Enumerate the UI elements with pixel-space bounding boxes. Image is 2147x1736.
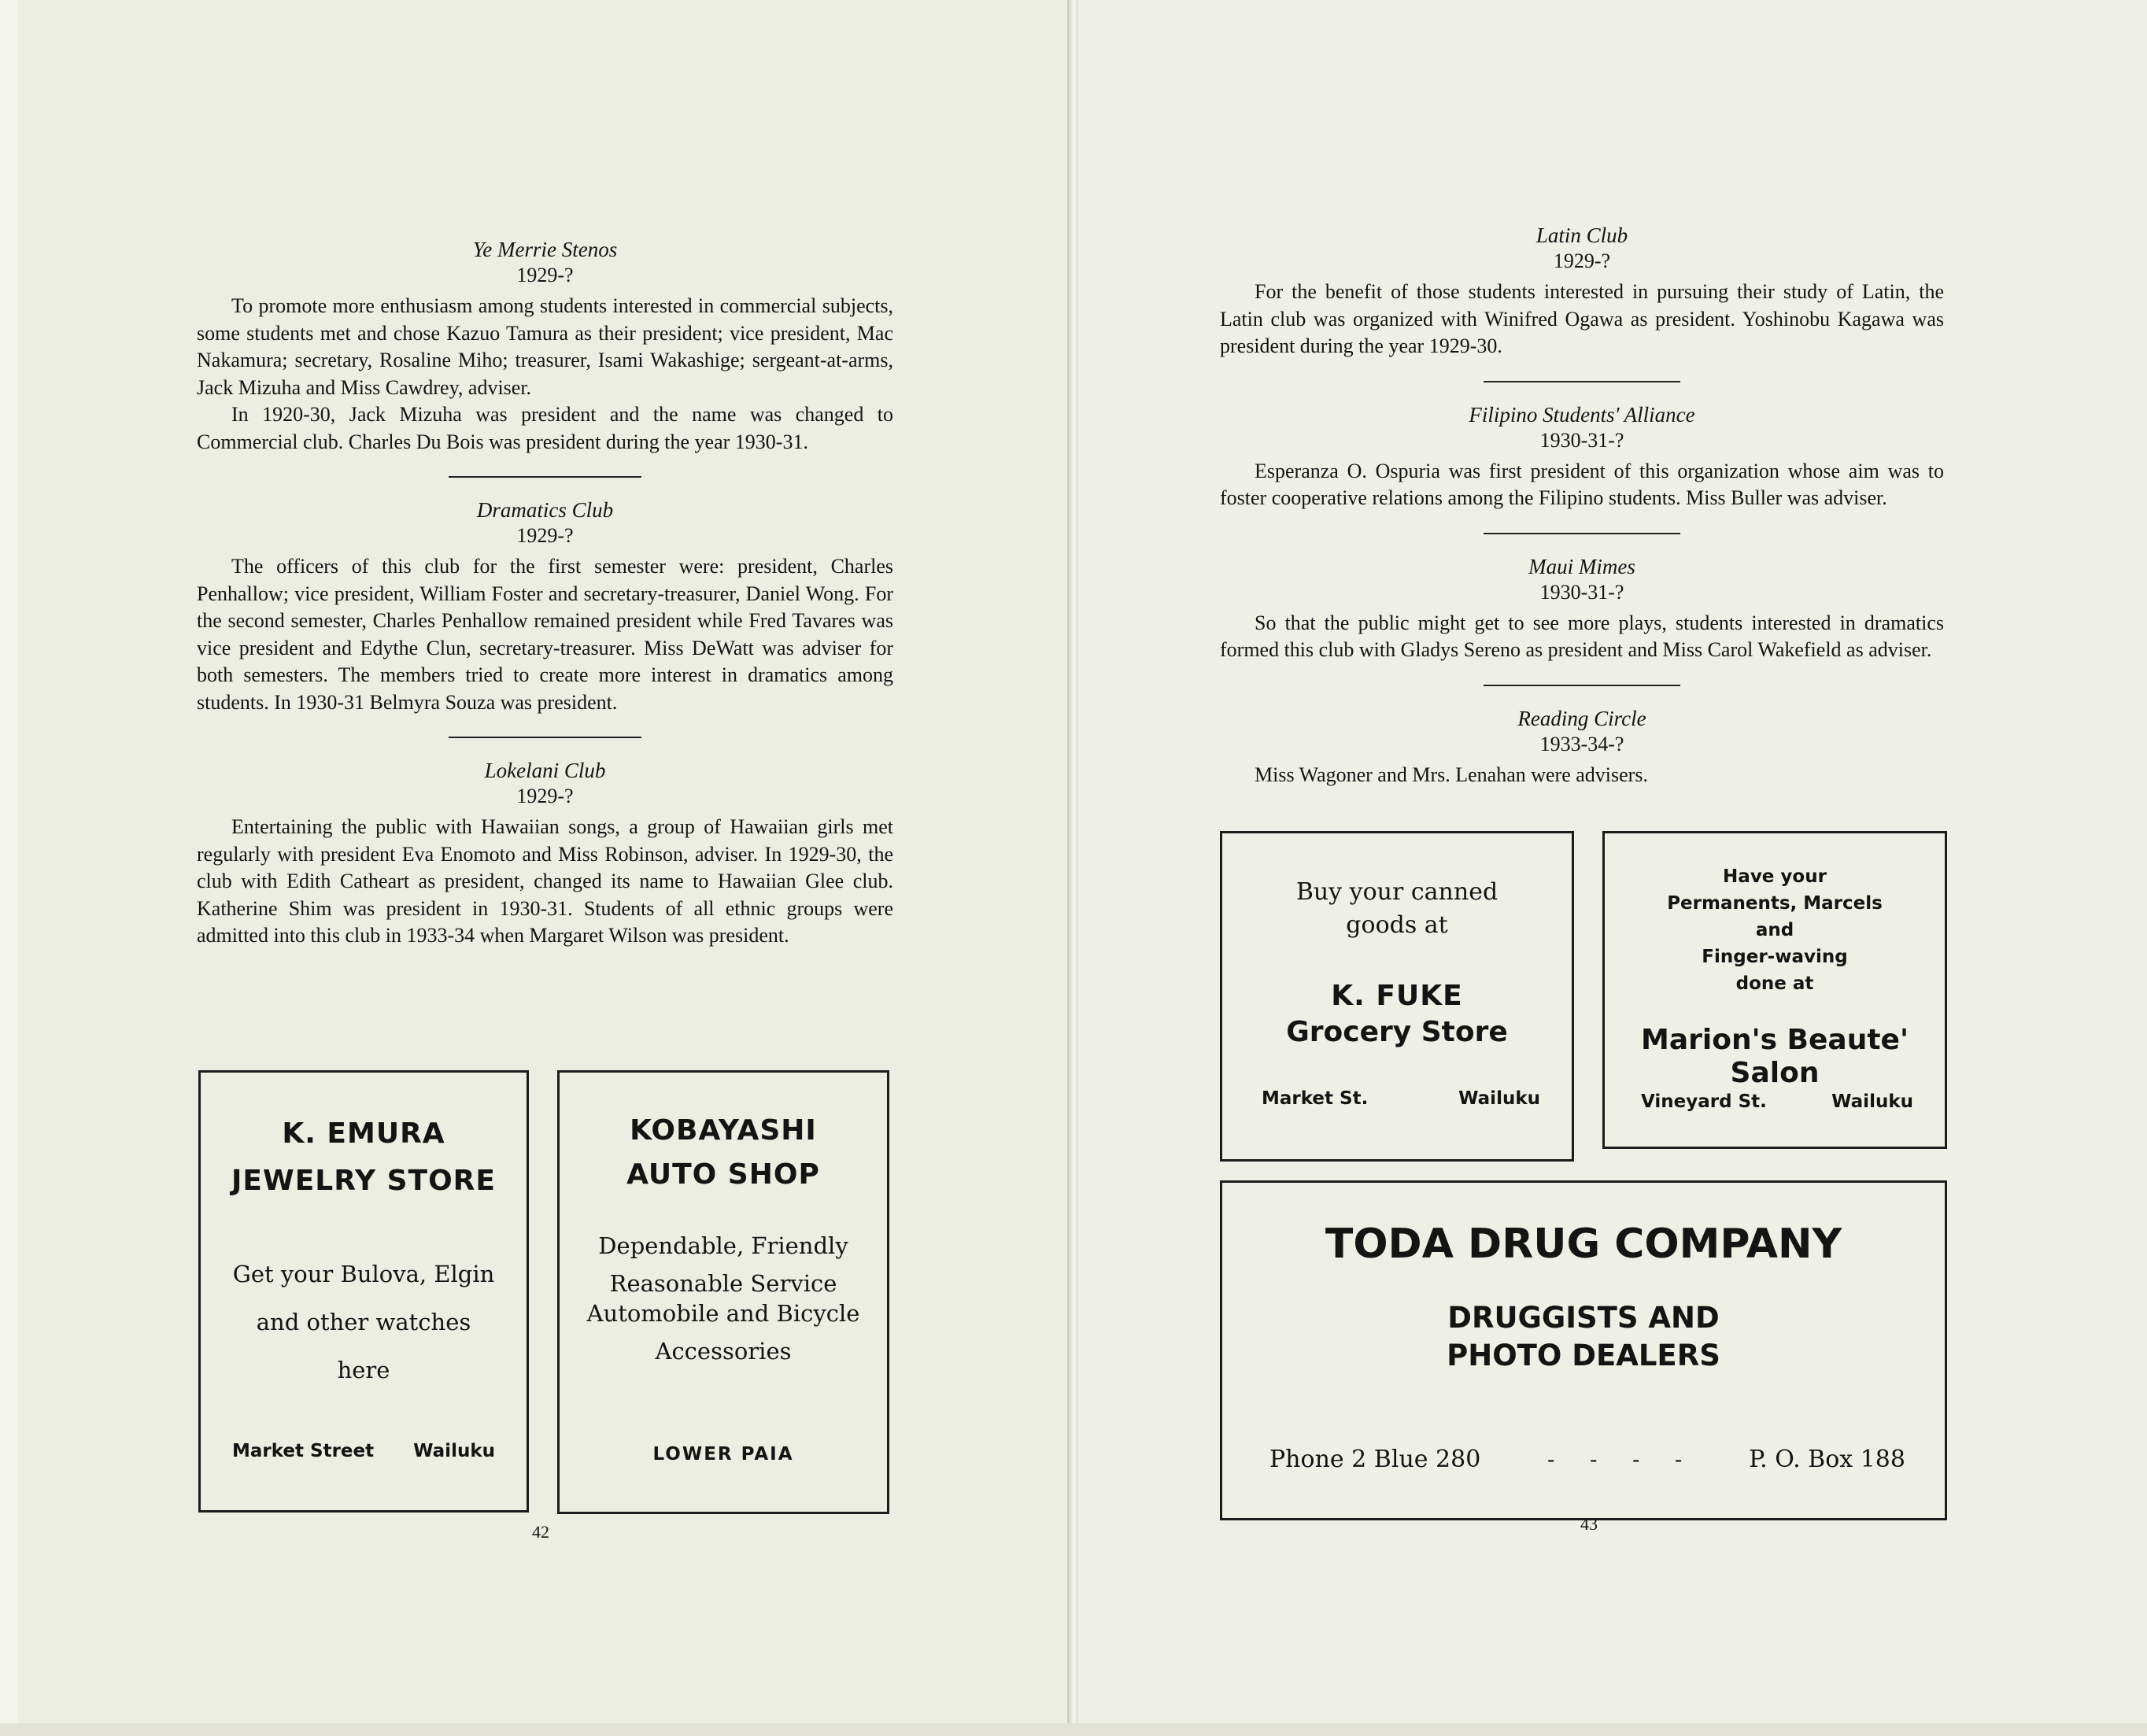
ad-business-name: Marion's Beaute' xyxy=(1641,1024,1909,1056)
ad-address: Vineyard St. xyxy=(1641,1091,1767,1112)
section-paragraph: The officers of this club for the first semester were: president, Charles Penhallow; vice president, William Foster and secretary-treasurer, Daniel Wong. For the second semester, Charles Penhallow remained president while Fred Tavares was vice president and Edythe Clun, secretary-treasurer. Miss DeWatt was adviser for both semesters. The members tried to create more interest in dramatics among students. In 1930-31 Belmyra Souza was president. xyxy=(197,555,893,714)
ad-town: Wailuku xyxy=(1831,1091,1913,1112)
ad-town: Wailuku xyxy=(413,1441,495,1461)
section-paragraph: To promote more enthusiasm among students interested in commercial subjects, some students met and chose Kazuo Tamura as their president; vice president, Mac Nakamura; secretary, Rosaline Miho; treasurer, Isami Wakashige; sergeant-at-arms, Jack Mizuha and Miss Cawdrey, adviser. xyxy=(197,294,893,399)
section-title: Reading Circle xyxy=(1517,706,1646,730)
ad-kobayashi-auto-shop xyxy=(557,1070,889,1514)
section-lokelani-club xyxy=(197,757,893,950)
ad-text: here xyxy=(337,1357,390,1383)
ad-text: Buy your canned xyxy=(1295,878,1498,906)
right-page-text-column xyxy=(1220,222,1944,789)
book-gutter xyxy=(1067,0,1078,1736)
ad-business-name: JEWELRY STORE xyxy=(231,1165,496,1197)
ad-text: Permanents, Marcels xyxy=(1667,893,1883,914)
ad-address: Market St. xyxy=(1262,1088,1369,1109)
ad-text: Automobile and Bicycle xyxy=(586,1300,860,1327)
ad-business-name: KOBAYASHI xyxy=(630,1114,817,1147)
section-paragraph: For the benefit of those students interested in pursuing their study of Latin, the Latin club was organized with Winifred Ogawa as president. Yoshinobu Kagawa was president during the year 1929-30. xyxy=(1220,280,1944,357)
ad-business-name: K. FUKE xyxy=(1331,980,1463,1012)
ad-text: Have your xyxy=(1723,866,1827,887)
section-years: 1929-? xyxy=(1553,249,1611,272)
ad-text: Get your Bulova, Elgin xyxy=(232,1261,495,1287)
ad-k-fuke-grocery xyxy=(1220,831,1574,1162)
section-maui-mimes xyxy=(1220,553,1944,664)
ad-business-name: Salon xyxy=(1730,1057,1820,1089)
page-number: 43 xyxy=(1580,1514,1598,1534)
section-title: Lokelani Club xyxy=(484,759,606,782)
ad-phone: Phone 2 Blue 280 xyxy=(1269,1446,1481,1473)
section-reading-circle xyxy=(1220,705,1944,789)
page-bottom-edge xyxy=(0,1723,2147,1736)
ad-town: Wailuku xyxy=(1458,1088,1540,1109)
ad-k-emura-jewelry xyxy=(198,1070,529,1513)
section-dramatics-club xyxy=(197,497,893,716)
section-years: 1929-? xyxy=(516,785,574,807)
ad-text: Reasonable Service xyxy=(609,1270,837,1297)
section-paragraph: In 1920-30, Jack Mizuha was president and the name was changed to Commercial club. Charles Du Bois was president during the year 1930-31. xyxy=(197,403,893,453)
ad-business-name: Grocery Store xyxy=(1286,1016,1508,1048)
section-divider xyxy=(1484,533,1680,534)
section-divider xyxy=(1484,685,1680,686)
section-latin-club xyxy=(1220,222,1944,360)
ad-business-name: TODA DRUG COMPANY xyxy=(1325,1221,1842,1268)
section-paragraph: Miss Wagoner and Mrs. Lenahan were advisers. xyxy=(1255,763,1648,786)
ad-business-name: K. EMURA xyxy=(282,1117,445,1150)
ad-text: goods at xyxy=(1346,911,1448,939)
section-title: Ye Merrie Stenos xyxy=(472,238,618,261)
ad-marions-beaute-salon xyxy=(1602,831,1947,1149)
section-years: 1933-34-? xyxy=(1539,732,1624,755)
ad-text: and xyxy=(1755,920,1794,940)
section-divider xyxy=(449,476,641,478)
ad-text: Dependable, Friendly xyxy=(598,1232,848,1259)
ad-po-box: P. O. Box 188 xyxy=(1749,1446,1905,1473)
section-filipino-students-alliance xyxy=(1220,401,1944,512)
ad-dashes: - - - - xyxy=(1547,1446,1683,1472)
section-years: 1930-31-? xyxy=(1539,428,1624,452)
section-paragraph: So that the public might get to see more plays, students interested in dramatics formed this club with Gladys Sereno as president and Miss Carol Wakefield as adviser. xyxy=(1220,611,1944,661)
section-years: 1930-31-? xyxy=(1539,580,1624,604)
section-title: Latin Club xyxy=(1535,223,1628,247)
ad-address: Market Street xyxy=(232,1441,375,1461)
ad-toda-drug-company xyxy=(1220,1180,1947,1520)
section-title: Filipino Students' Alliance xyxy=(1469,402,1695,427)
ad-text: Accessories xyxy=(655,1338,792,1365)
ad-town: LOWER PAIA xyxy=(652,1444,794,1465)
section-title: Maui Mimes xyxy=(1528,554,1635,578)
page-number: 42 xyxy=(532,1522,549,1542)
ad-business-name: AUTO SHOP xyxy=(626,1158,820,1191)
section-years: 1929-? xyxy=(516,524,574,547)
ad-text: DRUGGISTS AND xyxy=(1447,1301,1720,1335)
ad-text: done at xyxy=(1735,973,1814,994)
section-title: Dramatics Club xyxy=(476,498,614,522)
section-divider xyxy=(449,737,641,738)
ad-text: and other watches xyxy=(256,1309,471,1335)
section-years: 1929-? xyxy=(516,264,574,286)
section-divider xyxy=(1484,381,1680,382)
section-ye-merrie-stenos xyxy=(197,236,893,456)
ad-text: Finger-waving xyxy=(1702,947,1848,967)
section-paragraph: Esperanza O. Ospuria was first president of this organization whose aim was to foster cooperative relations among the Filipino students. Miss Buller was adviser. xyxy=(1220,459,1944,509)
left-page-text-column xyxy=(197,236,893,950)
ad-text: PHOTO DEALERS xyxy=(1447,1339,1720,1372)
section-paragraph: Entertaining the public with Hawaiian songs, a group of Hawaiian girls met regularly with president Eva Enomoto and Miss Robinson, adviser. In 1929-30, the club with Edith Catheart as president, changed its name to Hawaiian Glee club. Katherine Shim was president in 1930-31. Students of all ethnic groups were admitted into this club in 1933-34 when Margaret Wilson was president. xyxy=(197,815,893,947)
